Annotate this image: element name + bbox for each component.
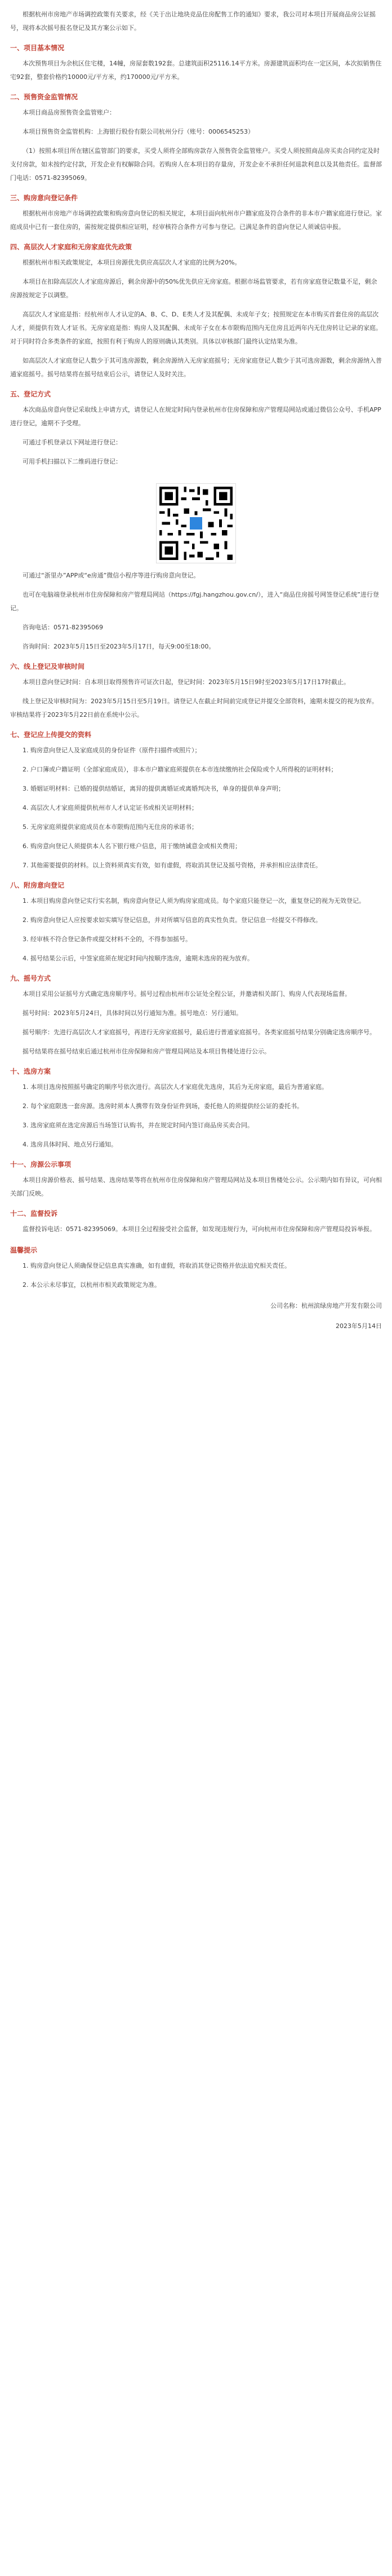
section-5-paragraph-2: 可通过手机登录以下网址进行登记： — [23, 439, 122, 446]
section-6-paragraph-2: 线上登记及审核时间为：2023年5月15日至5月19日。请登记人在截止时间前完成登记并提交全部资料，逾期未提交的视为放弃。审核结果将于2023年5月22日前在系统中公示。 — [10, 698, 378, 718]
registration-qr-code[interactable] — [156, 483, 236, 563]
section-4-paragraph-4: 如高层次人才家庭登记人数少于其可选房源数，剩余房源纳入无房家庭摇号；无房家庭登记人数少于其可选房源数，剩余房源纳入普通家庭摇号。摇号结果将在摇号结束后公示，请登记人及时关注。 — [10, 357, 382, 378]
section-title-4: 四、高层次人才家庭和无房家庭优先政策 — [10, 243, 132, 251]
section-10-item-3: 3. 选房家庭须在选定房源后当场签订认购书，并在规定时间内签订商品房买卖合同。 — [23, 1122, 253, 1129]
section-3-paragraph: 根据杭州市房地产市场调控政策和购房意向登记的相关规定，本项目面向杭州市户籍家庭及符合条件的非本市户籍家庭进行登记。家庭成员中已有一套住房的，需按规定提供相应证明，经审核符合条件方可参与登记。已满足条件的意向登记人须诚信申报。 — [10, 210, 382, 231]
section-6-paragraph-1: 本项目意向登记时间：自本项目取得预售许可证次日起，登记时间：2023年5月15日9时至2023年5月17日17时截止。 — [23, 678, 350, 686]
tips-title: 温馨提示 — [10, 1246, 38, 1254]
section-10-item-1: 1. 本项目选房按照摇号确定的顺序号依次进行。高层次人才家庭优先选房，其后为无房家庭，最后为普通家庭。 — [23, 1083, 328, 1091]
section-4-paragraph-2: 本项目在扣除高层次人才家庭房源后，剩余房源中的50%优先供应无房家庭。根据市场监管要求，若有房家庭登记数量不足，剩余房源按规定予以调整。 — [10, 278, 377, 299]
section-title-9: 九、摇号方式 — [10, 974, 51, 982]
section-7-item-1: 1. 购房意向登记人及家庭成员的身份证件（原件扫描件或照片）； — [23, 747, 201, 754]
section-title-12: 十二、监督投诉 — [10, 1210, 58, 1218]
section-title-8: 八、附房意向登记 — [10, 881, 65, 889]
section-7-item-4: 4. 高层次人才家庭须提供杭州市人才认定证书或相关证明材料； — [23, 804, 198, 811]
section-7-item-6: 6. 购房意向登记人须提供本人名下银行账户信息，用于缴纳诚意金或相关费用； — [23, 843, 241, 850]
section-8-item-1: 1. 本项目购房意向登记实行实名制，购房意向登记人须为购房家庭成员。每个家庭只能登记一次，重复登记的视为无效登记。 — [23, 897, 365, 905]
section-9-paragraph-1: 本项目采用公证摇号方式确定选房顺序号。摇号过程由杭州市公证处全程公证，并邀请相关部门、购房人代表现场监督。 — [23, 990, 351, 998]
section-2-paragraph-3: （1）按照本项目所在辖区监管部门的要求，买受人须将全部购房款存入预售资金监管账户。买受人须按照商品房买卖合同约定及时支付房款，如未按约定付款，开发企业有权解除合同。若购房人在本项目的存量房，开发企业不承担任何退款利息以及其他责任。监督部门电话：0571-82395069。 — [10, 147, 382, 182]
section-5-phone: 咨询电话：0571-82395069 — [23, 624, 103, 631]
qr-code-container — [10, 483, 382, 563]
section-2-paragraph-2: 本项目预售资金监管机构：上海银行股份有限公司杭州分行（账号：0006545253） — [23, 128, 254, 135]
intro-paragraph: 根据杭州市房地产市场调控政策有关要求，经《关于出让地块竞品住房配售工作的通知》要求，我公司对本项目开展商品房公证摇号，现将本次摇号报名登记及其方案公示如下。 — [10, 11, 376, 32]
section-9-paragraph-2: 摇号时间：2023年5月24日，具体时间以另行通知为准。摇号地点：另行通知。 — [23, 1009, 242, 1017]
section-8-item-3: 3. 经审核不符合登记条件或提交材料不全的，不得参加摇号。 — [23, 936, 191, 943]
section-title-6: 六、线上登记及审核时间 — [10, 663, 85, 671]
section-4-paragraph-3: 高层次人才家庭是指：经杭州市人才认定的A、B、C、D、E类人才及其配偶、未成年子女；按照规定在本市购买首套住房的高层次人才，须提供有效人才证书。无房家庭是指：购房人及其配偶、未成年子女在本市限购范围内无住房且近两年内无住房转让记录的家庭。对于同时符合多类条件的家庭，按照有利于购房人的原则确认其类别。具体以审核部门最终认定结果为准。 — [10, 311, 382, 345]
section-title-3: 三、购房意向登记条件 — [10, 194, 78, 202]
section-5-paragraph-3: 可用手机扫描以下二维码进行登记： — [23, 458, 122, 465]
signature-date: 2023年5月14日 — [336, 1322, 382, 1330]
section-7-item-3: 3. 婚姻证明材料：已婚的提供结婚证，离异的提供离婚证或离婚判决书，单身的提供单身声明； — [23, 785, 284, 792]
section-11-paragraph: 本项目房源价格表、摇号结果、选房结果等将在杭州市住房保障和房产管理局网站及本项目售楼处公示。公示期内如有异议，可向相关部门反映。 — [10, 1176, 382, 1197]
section-10-item-2: 2. 每个家庭限选一套房源。选房时须本人携带有效身份证件到场，委托他人的须提供经公证的委托书。 — [23, 1102, 303, 1110]
section-title-7: 七、登记应上传提交的资料 — [10, 731, 92, 739]
section-8-item-4: 4. 摇号结果公示后，中签家庭须在规定时间内按顺序选房，逾期未选房的视为放弃。 — [23, 955, 253, 962]
section-5-paragraph-4: 可通过“浙里办”APP或“e房通”微信小程序等进行购房意向登记。 — [23, 572, 200, 579]
section-2-paragraph-1: 本项目商品房预售资金监管账户： — [23, 109, 115, 116]
section-title-11: 十一、房源公示事项 — [10, 1161, 72, 1168]
section-12-paragraph: 监督投诉电话：0571-82395069。本项目全过程接受社会监督，如发现违规行为，可向杭州市住房保障和房产管理局投诉举报。 — [23, 1225, 376, 1233]
section-9-paragraph-4: 摇号结果将在摇号结束后通过杭州市住房保障和房产管理局网站及本项目售楼处进行公示。 — [23, 1048, 270, 1055]
section-10-item-4: 4. 选房具体时间、地点另行通知。 — [23, 1141, 117, 1148]
section-5-paragraph-5: 也可在电脑端登录杭州市住房保障和房产管理局网站（https://fgj.hangzhou.gov.cn/），进入“商品住房摇号网签登记系统”进行登记。 — [10, 591, 379, 612]
section-5-paragraph-1: 本次商品房意向登记采取线上申请方式，请登记人在规定时间内登录杭州市住房保障和房产管理局网站或通过微信公众号、手机APP进行登记，逾期不予受理。 — [10, 406, 381, 427]
signature-company: 公司名称：杭州滨绿房地产开发有限公司 — [270, 1302, 382, 1309]
section-4-paragraph-1: 根据杭州市相关政策规定，本项目房源优先供应高层次人才家庭的比例为20%。 — [23, 259, 241, 266]
section-title-2: 二、预售资金监管情况 — [10, 93, 78, 101]
section-7-item-2: 2. 户口簿或户籍证明（全部家庭成员），非本市户籍家庭须提供在本市连续缴纳社会保险或个人所得税的证明材料； — [23, 766, 337, 773]
section-9-paragraph-3: 摇号顺序：先进行高层次人才家庭摇号，再进行无房家庭摇号，最后进行普通家庭摇号。各类家庭摇号结果分别确定选房顺序号。 — [23, 1029, 376, 1036]
section-1-paragraph: 本次预售项目为余杭区住宅楼，14幢，房屋套数192套。总建筑面积25116.14平方米。房源建筑面积均在一定区间，本次拟销售住宅92套，整套价格约10000元/平方米，约170000元/平方米。 — [10, 60, 382, 81]
section-title-10: 十、选房方案 — [10, 1068, 51, 1075]
section-7-item-7: 7. 其他需要提供的材料。以上资料须真实有效，如有虚假，将取消其登记及摇号资格，并承担相应法律责任。 — [23, 862, 322, 869]
section-7-item-5: 5. 无房家庭须提供家庭成员在本市限购范围内无住房的承诺书； — [23, 823, 198, 831]
section-title-1: 一、项目基本情况 — [10, 44, 65, 52]
section-8-item-2: 2. 购房意向登记人应按要求如实填写登记信息，并对所填写信息的真实性负责。登记信息一经提交不得修改。 — [23, 916, 322, 924]
section-title-5: 五、登记方式 — [10, 390, 51, 398]
tip-item-1: 1. 购房意向登记人须确保登记信息真实准确，如有虚假，将取消其登记资格并依法追究相关责任。 — [23, 1262, 291, 1269]
tip-item-2: 2. 本公示未尽事宜，以杭州市相关政策规定为准。 — [23, 1281, 161, 1289]
section-5-hours: 咨询时间：2023年5月15日至2023年5月17日，每天9:00至18:00。 — [23, 643, 215, 650]
